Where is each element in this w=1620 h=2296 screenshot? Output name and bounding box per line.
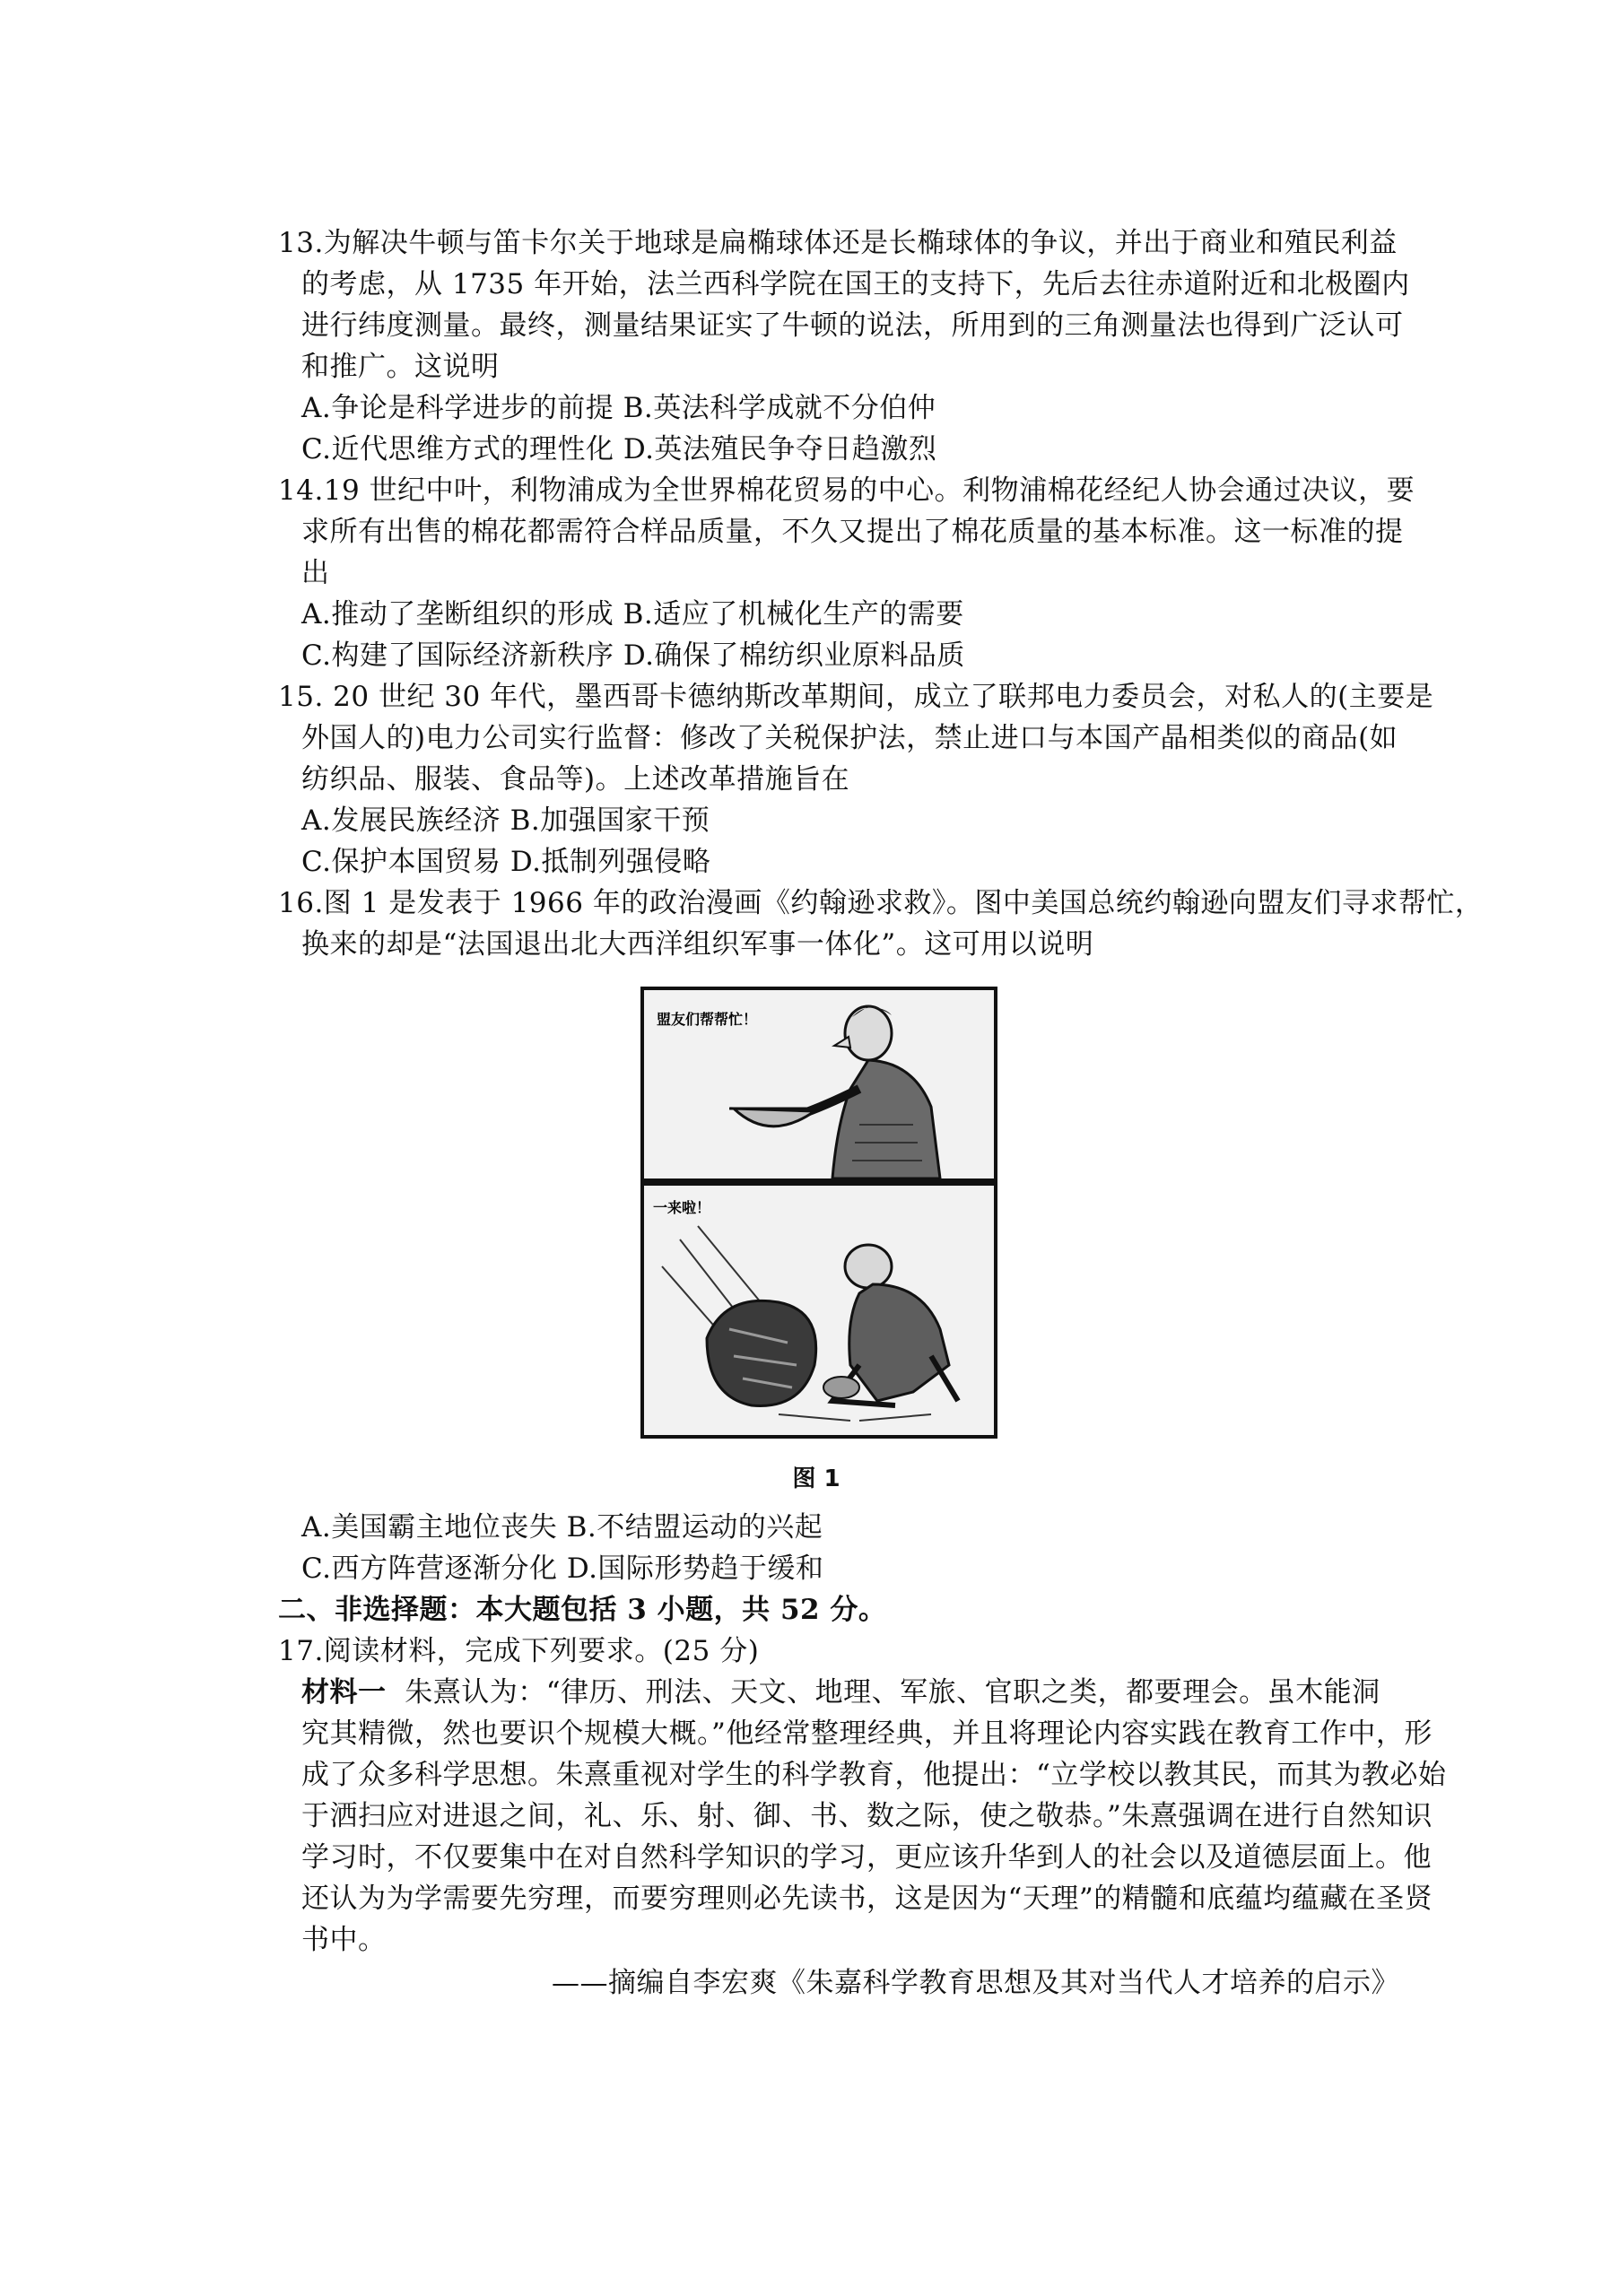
material-1-text-1: 朱熹认为：“律历、刑法、天文、地理、军旅、官职之类，都要理会。虽木能洞	[405, 1676, 1380, 1709]
question-16-line-1: 16.图 1 是发表于 1966 年的政治漫画《约翰逊求救》。图中美国总统约翰逊向盟友们寻求帮忙，	[278, 887, 1484, 919]
question-14	[278, 470, 1415, 676]
material-1-label: 材料一	[301, 1676, 387, 1709]
material-1-line-3: 成了众多科学思想。朱熹重视对学生的科学教育，他提出：“立学校以教其民，而其为教必始	[301, 1759, 1447, 1791]
question-16-options	[278, 1507, 1399, 1589]
question-14-line-3: 出	[301, 557, 330, 589]
question-13-line-1: 13.为解决牛顿与笛卡尔关于地球是扁椭球体还是长椭球体的争议，并出于商业和殖民利益	[278, 227, 1398, 259]
question-14-options-cd: C.构建了国际经济新秩序 D.确保了棉纺织业原料品质	[301, 639, 965, 672]
question-15-line-3: 纺织品、服装、食品等)。上述改革措施旨在	[301, 763, 850, 796]
question-13-line-3: 进行纬度测量。最终，测量结果证实了牛顿的说法，所用到的三角测量法也得到广泛认可	[301, 309, 1404, 342]
material-1-line-5: 学习时，不仅要集中在对自然科学知识的学习，更应该升华到人的社会以及道德层面上。他	[301, 1841, 1432, 1874]
question-15-options-cd: C.保护本国贸易 D.抵制列强侵略	[301, 846, 711, 878]
cartoon-panel-1-drawing	[644, 990, 994, 1178]
question-14-line-1: 14.19 世纪中叶，利物浦成为全世界棉花贸易的中心。利物浦棉花经纪人协会通过决议，要	[278, 474, 1415, 507]
question-14-options-ab: A.推动了垄断组织的形成 B.适应了机械化生产的需要	[301, 598, 964, 631]
material-source: ——摘编自李宏爽《朱嘉科学教育思想及其对当代人才培养的启示》	[552, 1967, 1399, 1999]
question-13-options-cd: C.近代思维方式的理性化 D.英法殖民争夺日趋激烈	[301, 433, 937, 465]
question-13	[278, 222, 1410, 470]
question-16	[278, 883, 1484, 965]
question-15-line-2: 外国人的)电力公司实行监督：修改了关税保护法，禁止进口与本国产晶相类似的商品(如	[301, 722, 1398, 754]
question-13-line-2: 的考虑，从 1735 年开始，法兰西科学院在国王的支持下，先后去往赤道附近和北极圈内	[301, 268, 1410, 300]
material-1-line-7: 书中。	[301, 1924, 387, 1956]
material-1-line-2: 究其精微，然也要识个规模大概。”他经常整理经典，并且将理论内容实践在教育工作中，形	[301, 1718, 1433, 1750]
panel-2-speech: 一来啦！	[653, 1199, 711, 1216]
question-16-options-ab: A.美国霸主地位丧失 B.不结盟运动的兴起	[301, 1511, 823, 1544]
question-15-options-ab: A.发展民族经济 B.加强国家干预	[301, 804, 710, 837]
section-2-heading: 二、非选择题：本大题包括 3 小题，共 52 分。	[278, 1594, 887, 1626]
question-15-line-1: 15. 20 世纪 30 年代，墨西哥卡德纳斯改革期间，成立了联邦电力委员会，对私人的(主要是	[278, 681, 1434, 713]
cartoon-panel-1	[640, 987, 997, 1182]
cartoon-panel-2	[640, 1182, 997, 1439]
section-2	[278, 1589, 1447, 1961]
material-1-line-6: 还认为为学需要先穷理，而要穷理则必先读书，这是因为“天理”的精髓和底蕴均蕴藏在圣贤	[301, 1883, 1433, 1915]
question-13-line-4: 和推广。这说明	[301, 351, 500, 383]
cartoon-panel-2-drawing	[644, 1186, 994, 1435]
panel-1-speech: 盟友们帮帮忙！	[657, 1011, 758, 1028]
material-1-line-1	[278, 1672, 1399, 1713]
question-14-line-2: 求所有出售的棉花都需符合样品质量，不久又提出了棉花质量的基本标准。这一标准的提	[301, 516, 1404, 548]
question-13-options-ab: A.争论是科学进步的前提 B.英法科学成就不分伯仲	[301, 392, 936, 424]
figure-caption: 图 1	[792, 1465, 840, 1492]
material-1-line-4: 于洒扫应对进退之间，礼、乐、射、御、书、数之际，使之敬恭。”朱熹强调在进行自然知识	[301, 1800, 1433, 1832]
question-16-options-cd: C.西方阵营逐渐分化 D.国际形势趋于缓和	[301, 1552, 824, 1585]
question-17-intro: 17.阅读材料，完成下列要求。(25 分)	[278, 1635, 760, 1667]
question-15	[278, 676, 1434, 883]
question-16-line-2: 换来的却是“法国退出北大西洋组织军事一体化”。这可用以说明	[301, 928, 1094, 961]
